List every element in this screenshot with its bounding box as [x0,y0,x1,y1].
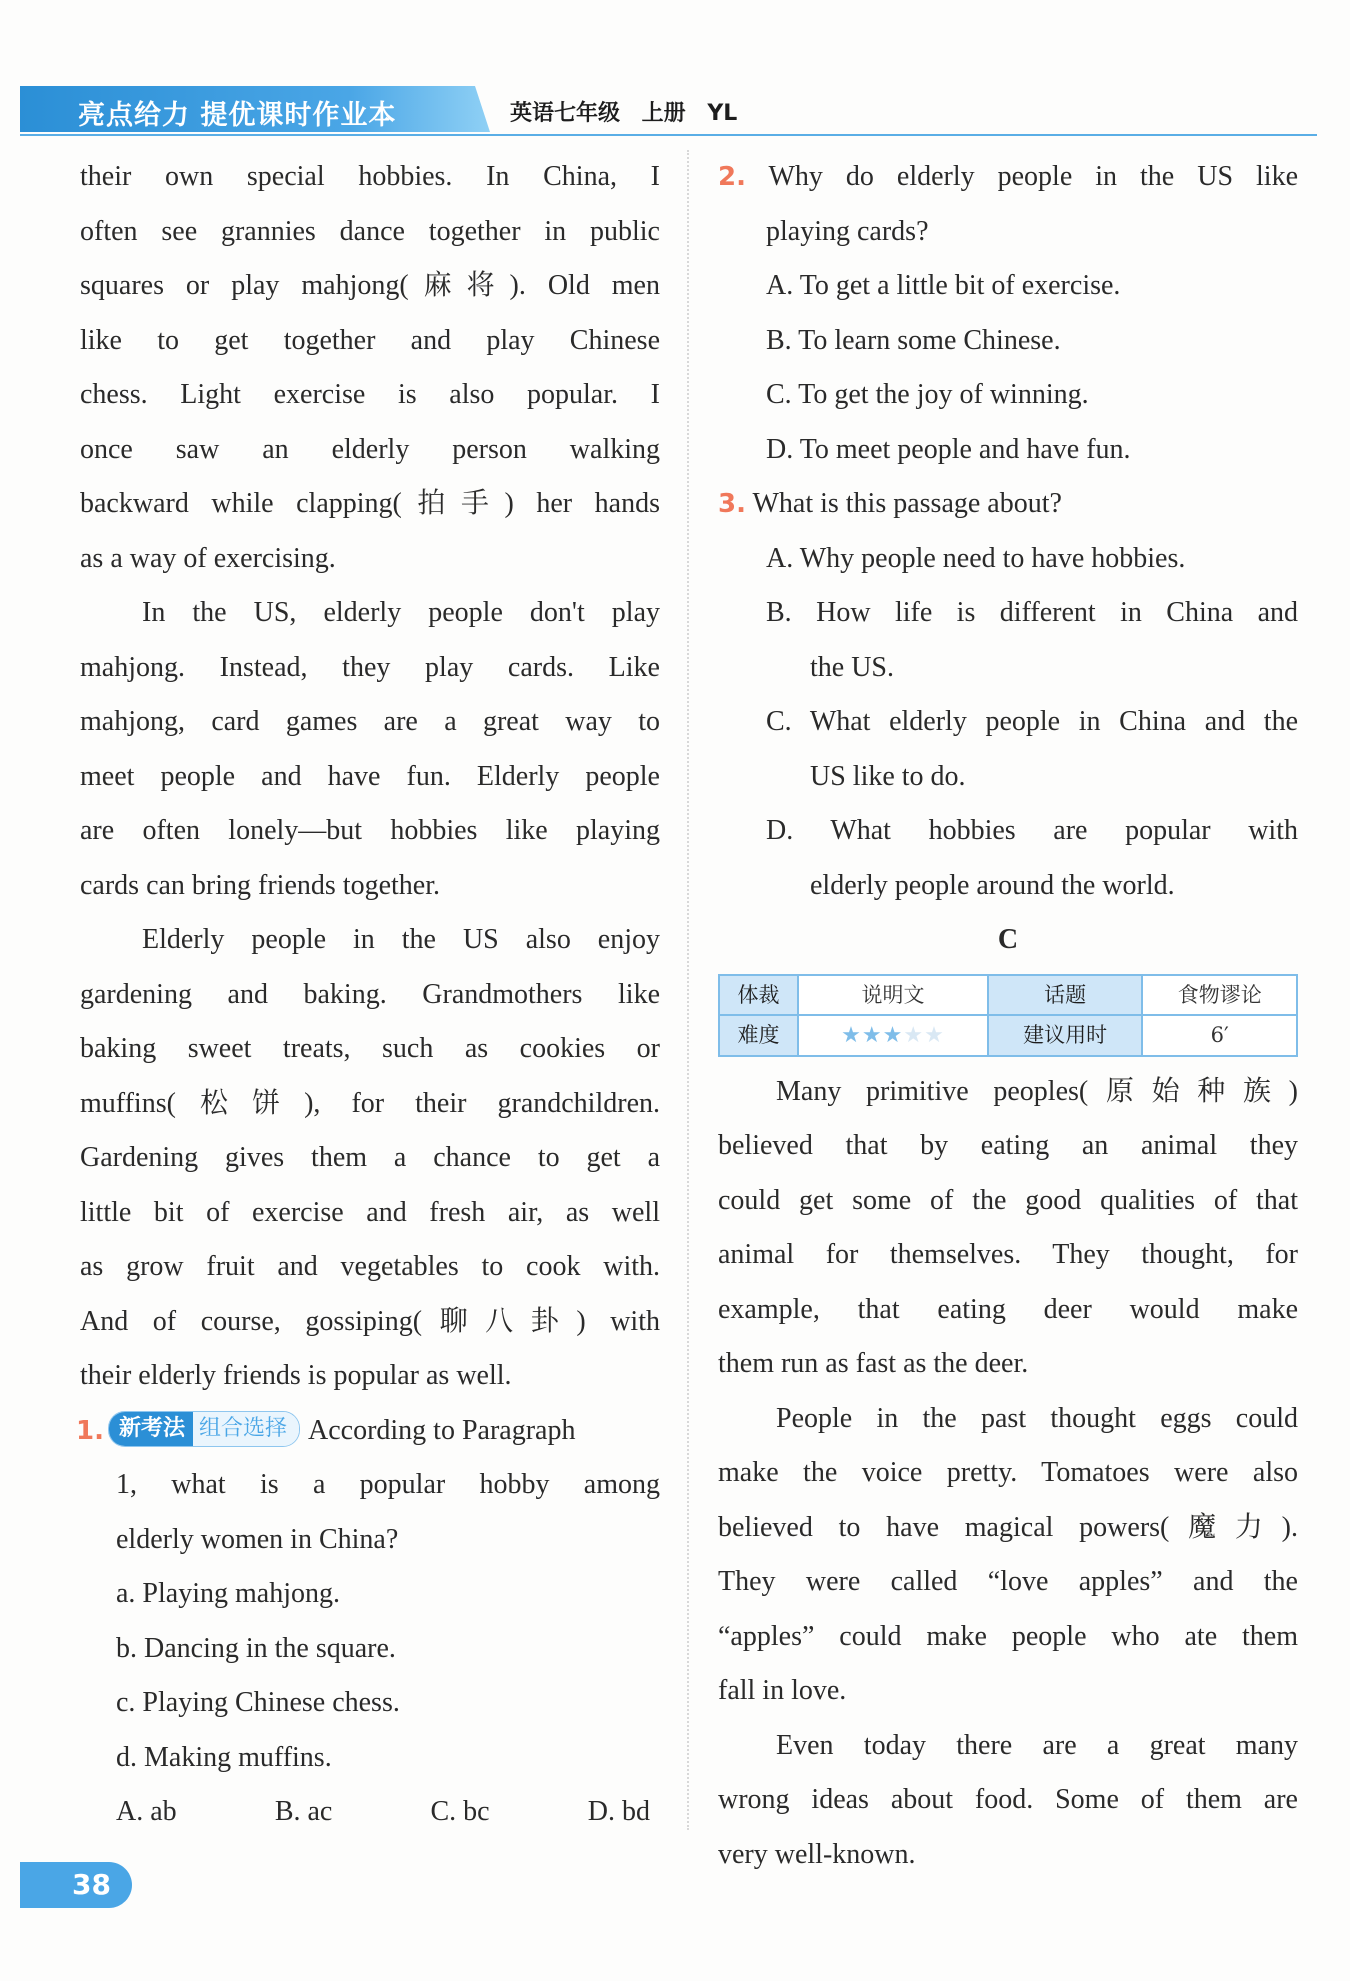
text-line: them run as fast as the deer. [718,1348,1029,1379]
difficulty-label: 难度 [719,1015,798,1056]
sub-option-b: b. Dancing in the square. [116,1632,396,1664]
page-number: 38 [72,1868,111,1901]
star-empty-icon: ★ [924,1022,945,1048]
column-divider [687,150,689,1830]
text-line: baking sweet treats, such as cookies or [80,1033,660,1064]
text-line: mahjong, card games are a great way to [80,706,660,737]
text-line: In the US, elderly people don't play [142,597,660,628]
topic-value: 食物谬论 [1142,975,1297,1015]
text-line: example, that eating deer would make [718,1293,1298,1325]
choice-a[interactable]: A. ab [116,1796,177,1827]
option-c-cont: US like to do. [810,760,966,792]
choice-b[interactable]: B. ac [274,1796,333,1827]
text-line: And of course, gossiping(聊八卦) with [80,1305,660,1337]
choice-d[interactable]: D. bd [587,1796,650,1827]
text-line: like to get together and play Chinese [80,324,660,356]
topic-label: 话题 [988,975,1143,1015]
text-line: make the voice pretty. Tomatoes were also [718,1457,1298,1488]
genre-value: 说明文 [798,975,988,1015]
text-line: They were called “love apples” and the [718,1566,1298,1597]
question-1 [76,1404,660,1840]
text-line: their elderly friends is popular as well. [80,1360,512,1391]
question-3 [718,477,1298,913]
question-stem: Why do elderly people in the US like [768,161,1298,192]
page-header [20,86,1317,132]
passage-paragraph-3 [80,913,660,1404]
text-line: their own special hobbies. In China, I [80,161,660,192]
time-label: 建议用时 [988,1015,1143,1056]
text-line: are often lonely—but hobbies like playing [80,815,660,846]
question-3-first-line [718,477,1298,532]
passage-c-paragraph-1 [718,1065,1298,1392]
star-empty-icon: ★ [903,1022,925,1048]
text-line: believed to have magical powers(魔力). [718,1511,1298,1543]
option-d[interactable]: D. To meet people and have fun. [766,433,1131,465]
passage-paragraph-2 [80,586,660,913]
book-info: 英语七年级 上册 YL [510,101,738,126]
badge-new-method: 新考法 [109,1412,193,1446]
option-d[interactable]: D. What hobbies are popular with [766,815,1298,846]
text-line: meet people and have fun. Elderly people [80,760,660,792]
text-line: as grow fruit and vegetables to cook with. [80,1251,660,1282]
left-column [76,150,660,1840]
question-stem-line: 1, what is a popular hobby among [116,1469,660,1500]
question-stem-line: elderly women in China? [116,1523,399,1555]
text-line: Gardening gives them a chance to get a [80,1142,660,1173]
star-filled-icon: ★ [841,1022,862,1048]
page-number-tab [20,1862,132,1908]
sub-option-a: a. Playing mahjong. [116,1578,340,1609]
text-line: gardening and baking. Grandmothers like [80,978,660,1010]
difficulty-stars [798,1015,988,1056]
text-line: backward while clapping(拍手) her hands [80,488,660,519]
option-b-cont: the US. [810,651,894,683]
text-line: often see grannies dance together in public [80,215,660,247]
option-a[interactable]: A. To get a little bit of exercise. [766,270,1121,301]
text-line: could get some of the good qualities of that [718,1184,1298,1216]
section-heading: C [997,924,1019,955]
badge-combination: 组合选择 [193,1412,299,1446]
passage-c-paragraph-3 [718,1719,1298,1883]
text-line: wrong ideas about food. Some of them are [718,1784,1298,1815]
text-line: once saw an elderly person walking [80,433,660,465]
right-column [718,150,1298,1882]
question-number: 3. [718,489,746,519]
series-title: 亮点给力 提优课时作业本 [78,100,397,131]
choice-c[interactable]: C. bc [430,1796,490,1827]
passage-paragraph-1 [80,150,660,586]
text-line: People in the past thought eggs could [776,1402,1298,1434]
text-line: chess. Light exercise is also popular. I [80,379,660,410]
question-number: 1. [76,1415,104,1446]
question-1-first-line [76,1404,660,1459]
question-2 [718,150,1298,477]
text-line: very well-known. [718,1838,916,1870]
question-stem-line: playing cards? [766,215,929,247]
sub-option-c: c. Playing Chinese chess. [116,1687,400,1718]
text-line: squares or play mahjong(麻将). Old men [80,270,660,301]
question-type-badge [108,1411,300,1447]
question-number: 2. [718,162,746,192]
text-line: animal for themselves. They thought, for [718,1239,1298,1270]
option-c[interactable]: C. To get the joy of winning. [766,379,1089,410]
text-line: mahjong. Instead, they play cards. Like [80,651,660,683]
option-b[interactable]: B. How life is different in China and [766,597,1298,628]
text-line: Even today there are a great many [776,1729,1298,1761]
text-line: Many primitive peoples(原始种族) [776,1075,1298,1107]
text-line: as a way of exercising. [80,542,336,574]
text-line: muffins(松饼), for their grandchildren. [80,1087,660,1119]
answer-choices [80,1785,660,1840]
text-line: Elderly people in the US also enjoy [142,924,660,955]
passage-c-paragraph-2 [718,1392,1298,1719]
option-a[interactable]: A. Why people need to have hobbies. [766,542,1186,574]
question-stem: What is this passage about? [752,488,1062,519]
passage-info-table [718,974,1298,1057]
time-value: 6′ [1142,1015,1297,1056]
genre-label: 体裁 [719,975,798,1015]
text-line: fall in love. [718,1675,847,1706]
sub-option-d: d. Making muffins. [116,1741,332,1773]
text-line: cards can bring friends together. [80,869,440,901]
text-line: “apples” could make people who ate them [718,1620,1298,1652]
text-line: little bit of exercise and fresh air, as well [80,1196,660,1228]
star-filled-icon: ★ [882,1022,904,1048]
option-d-cont: elderly people around the world. [810,869,1175,901]
question-stem: According to Paragraph [308,1414,576,1446]
question-2-first-line [718,150,1298,205]
option-b[interactable]: B. To learn some Chinese. [766,324,1061,356]
text-line: believed that by eating an animal they [718,1130,1298,1161]
header-divider [20,134,1317,136]
option-c[interactable]: C. What elderly people in China and the [766,706,1298,737]
star-filled-icon: ★ [861,1022,883,1048]
